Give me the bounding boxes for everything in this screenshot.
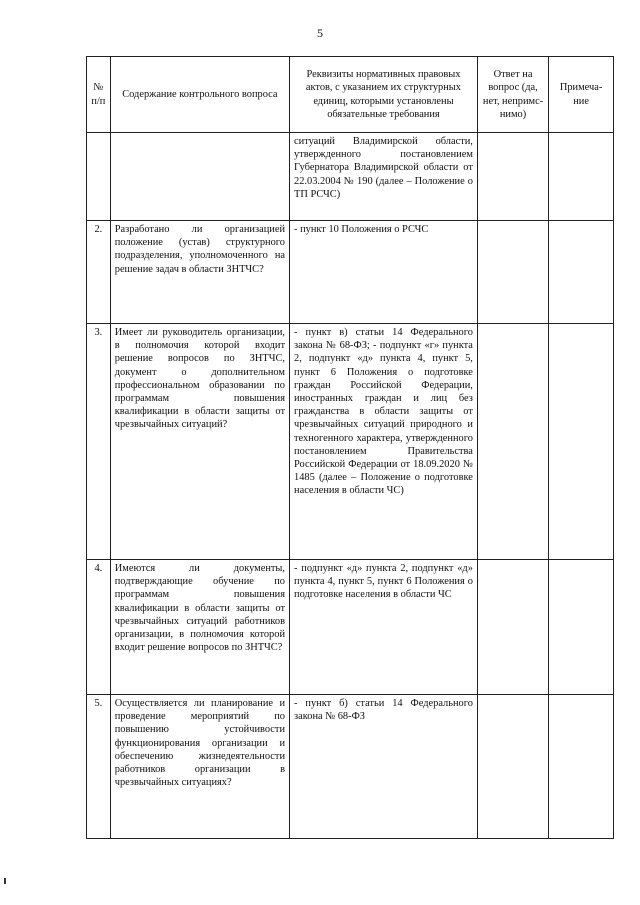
header-answer: Ответ на вопрос (да, нет, непримс-нимо) xyxy=(477,57,548,133)
table-row xyxy=(87,324,614,560)
row-note-cell xyxy=(549,133,614,221)
table-header-row xyxy=(87,57,614,133)
row-num: 4. xyxy=(87,560,111,695)
row-question: Осуществляется ли планирование и проведение мероприятий по повышению устойчивости функционирования организации и обеспечению жизнедеятельности работников организации в чрезвычайных ситуациях? xyxy=(110,695,289,839)
header-requisites: Реквизиты нормативных правовых актов, с указанием их структурных единиц, которыми установлены обязательные требования xyxy=(290,57,478,133)
row-question: Имеются ли документы, подтверждающие обучение по программам повышения квалификации в области защиты от чрезвычайных ситуаций работников организации, в полномочия которой входит решение вопросов по ЗНТЧС? xyxy=(110,560,289,695)
row-answer-cell xyxy=(477,221,548,324)
row-requisites: - пункт в) статьи 14 Федерального закона № 68-ФЗ; - подпункт «г» пункта 2, подпункт «д» пункта 4, пункт 5, пункт 6 Положения о подготовке граждан Российской Федерации, иностранных граждан и лиц без гражданства в области защиты от чрезвычайных ситуаций природного и техногенного характера, утвержденного постановлением Правительства Российской Федерации от 18.09.2020 № 1485 (далее – Положение о подготовке населения в области ЧС) xyxy=(290,324,478,560)
row-num: 3. xyxy=(87,324,111,560)
table-row xyxy=(87,695,614,839)
page-number: 5 xyxy=(317,26,323,40)
row-requisites: - пункт б) статьи 14 Федерального закона № 68-ФЗ xyxy=(290,695,478,839)
row-note-cell xyxy=(549,695,614,839)
header-num: № п/п xyxy=(87,57,111,133)
row-num: 2. xyxy=(87,221,111,324)
row-note-cell xyxy=(549,324,614,560)
row-question xyxy=(110,133,289,221)
table-row xyxy=(87,133,614,221)
row-answer-cell xyxy=(477,324,548,560)
row-note-cell xyxy=(549,221,614,324)
row-question: Имеет ли руководитель организации, в полномочия которой входит решение вопросов по ЗНТЧС, документ о дополнительном профессиональном образовании по программам повышения квалификации в области защиты от чрезвычайных ситуаций? xyxy=(110,324,289,560)
control-questions-table xyxy=(86,56,614,839)
row-requisites: - подпункт «д» пункта 2, подпункт «д» пункта 4, пункт 5, пункт 6 Положения о подготовке населения в области ЧС xyxy=(290,560,478,695)
row-question: Разработано ли организацией положение (устав) структурного подразделения, уполномоченного на решение задач в области ЗНТЧС? xyxy=(110,221,289,324)
table-row xyxy=(87,221,614,324)
row-answer-cell xyxy=(477,695,548,839)
row-note-cell xyxy=(549,560,614,695)
header-question: Содержание контрольного вопроса xyxy=(110,57,289,133)
row-requisites: - пункт 10 Положения о РСЧС xyxy=(290,221,478,324)
row-num: 5. xyxy=(87,695,111,839)
header-note: Примеча-ние xyxy=(549,57,614,133)
row-num xyxy=(87,133,111,221)
table-row xyxy=(87,560,614,695)
scan-edge-mark xyxy=(4,878,6,884)
row-answer-cell xyxy=(477,560,548,695)
row-requisites: ситуаций Владимирской области, утвержденного постановлением Губернатора Владимирской области от 22.03.2004 № 190 (далее – Положение о ТП РСЧС) xyxy=(290,133,478,221)
row-answer-cell xyxy=(477,133,548,221)
